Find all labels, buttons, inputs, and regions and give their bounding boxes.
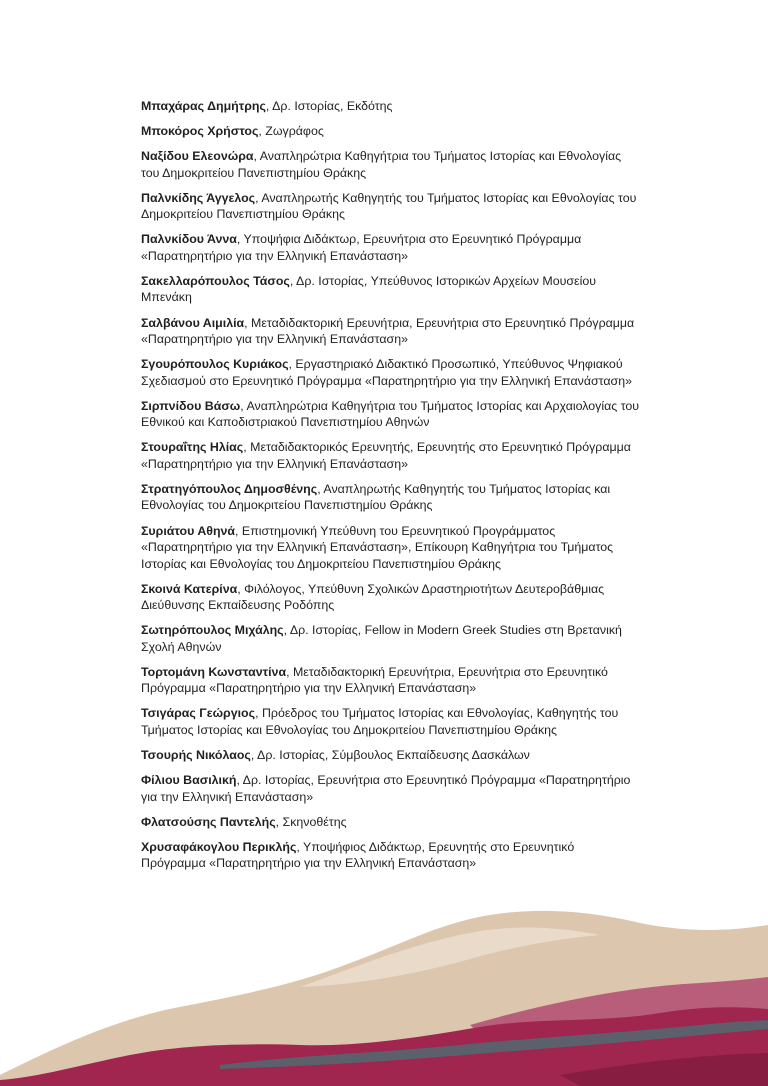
contributor-entry	[141, 747, 641, 764]
contributor-name: Φίλιου Βασιλική	[141, 773, 237, 788]
decorative-hills-illustration	[0, 905, 768, 1086]
contributor-entry	[141, 664, 641, 697]
contributor-name: Φλατσούσης Παντελής	[141, 814, 276, 829]
contributor-role: , Αναπληρωτής Καθηγητής του Τμήματος Ιστορίας και Εθνολογίας του Δημοκριτείου Πανεπιστημίου Θράκης	[141, 190, 637, 222]
contributor-role: , Εργαστηριακό Διδακτικό Προσωπικό, Υπεύθυνος Ψηφιακού Σχεδιασμού στο Ερευνητικό Πρόγραμμα «Παρατηρητήριο για την Ελληνική Επανάσταση»	[141, 357, 632, 388]
contributor-entry	[141, 315, 641, 348]
contributor-name: Συριάτου Αθηνά	[141, 523, 236, 538]
contributor-entry	[141, 581, 641, 614]
contributor-role: , Ζωγράφος	[258, 124, 324, 139]
contributor-role: , Δρ. Ιστορίας, Υπεύθυνος Ιστορικών Αρχείων Μουσείου Μπενάκη	[141, 273, 597, 305]
contributor-role: , Αναπληρώτρια Καθηγήτρια του Τμήματος Ιστορίας και Αρχαιολογίας του Εθνικού και Καποδιστριακού Πανεπιστημίου Αθηνών	[141, 398, 640, 430]
contributor-entry	[141, 98, 641, 115]
contributor-name: Ναξίδου Ελεονώρα	[141, 149, 254, 164]
contributor-role: , Μεταδιδακτορική Ερευνήτρια, Ερευνήτρια στο Ερευνητικό Πρόγραμμα «Παρατηρητήριο για την Ελληνική Επανάσταση»	[141, 664, 608, 696]
contributor-name: Σαλβάνου Αιμιλία	[141, 315, 245, 330]
contributor-role: , Επιστημονική Υπεύθυνη του Ερευνητικού Προγράμματος «Παρατηρητήριο για την Ελληνική Επανάσταση», Επίκουρη Καθηγήτρια του Τμήματος Ιστορίας και Εθνολογίας του Δημοκριτείου Πανεπιστημίου Θράκης	[141, 523, 614, 571]
contributor-role: , Υποψήφια Διδάκτωρ, Ερευνήτρια στο Ερευνητικό Πρόγραμμα «Παρατηρητήριο για την Ελληνική Επανάσταση»	[141, 232, 582, 263]
contributor-entry	[141, 622, 641, 655]
contributor-entry	[141, 705, 641, 738]
contributor-name: Σκοινά Κατερίνα	[141, 581, 238, 596]
contributor-entry	[141, 523, 641, 573]
contributor-role: , Δρ. Ιστορίας, Σύμβουλος Εκπαίδευσης Δασκάλων	[250, 748, 530, 762]
contributor-entry	[141, 772, 641, 805]
contributor-name: Τορτομάνη Κωνσταντίνα	[141, 664, 287, 679]
contributor-role: , Πρόεδρος του Τμήματος Ιστορίας και Εθνολογίας, Καθηγητής του Τμήματος Ιστορίας και Εθνολογίας του Δημοκριτείου Πανεπιστημίου Θράκης	[141, 706, 619, 737]
contributor-role: , Αναπληρώτρια Καθηγήτρια του Τμήματος Ιστορίας και Εθνολογίας του Δημοκριτείου Πανεπιστημίου Θράκης	[141, 149, 622, 180]
contributor-role: , Μεταδιδακτορικός Ερευνητής, Ερευνητής στο Ερευνητικό Πρόγραμμα «Παρατηρητήριο για την Ελληνική Επανάσταση»	[141, 440, 631, 471]
contributor-role: , Δρ. Ιστορίας, Εκδότης	[265, 99, 393, 113]
contributor-name: Μπαχάρας Δημήτρης	[141, 99, 266, 113]
contributor-entry	[141, 148, 641, 181]
contributor-name: Μποκόρος Χρήστος	[141, 124, 259, 139]
contributor-role: , Αναπληρωτής Καθηγητής του Τμήματος Ιστορίας και Εθνολογίας του Δημοκριτείου Πανεπιστημίου Θράκης	[141, 481, 611, 513]
contributor-entry	[141, 273, 641, 306]
contributor-entry	[141, 439, 641, 472]
contributor-entry	[141, 398, 641, 431]
contributor-entry	[141, 814, 641, 831]
contributor-entry	[141, 481, 641, 514]
contributor-entry	[141, 190, 641, 223]
contributor-name: Τσουρής Νικόλαος	[141, 748, 251, 762]
contributor-name: Σγουρόπουλος Κυριάκος	[141, 357, 289, 372]
contributor-entry	[141, 123, 641, 140]
contributor-role: , Υποψήφιος Διδάκτωρ, Ερευνητής στο Ερευνητικό Πρόγραμμα «Παρατηρητήριο για την Ελληνική Επανάσταση»	[141, 839, 575, 871]
contributor-name: Σακελλαρόπουλος Τάσος	[141, 273, 290, 288]
contributor-role: , Δρ. Ιστορίας, Ερευνήτρια στο Ερευνητικό Πρόγραμμα «Παρατηρητήριο για την Ελληνική Επανάσταση»	[141, 773, 631, 804]
contributor-name: Στουραΐτης Ηλίας	[141, 440, 244, 455]
contributor-role: , Μεταδιδακτορική Ερευνήτρια, Ερευνήτρια στο Ερευνητικό Πρόγραμμα «Παρατηρητήριο για την Ελληνική Επανάσταση»	[141, 315, 635, 347]
contributor-role: , Σκηνοθέτης	[275, 814, 347, 829]
contributor-entry	[141, 231, 641, 264]
contributor-name: Σιρπνίδου Βάσω	[141, 398, 241, 413]
contributor-name: Σωτηρόπουλος Μιχάλης	[141, 623, 284, 638]
contributor-name: Στρατηγόπουλος Δημοσθένης	[141, 481, 318, 496]
contributor-name: Τσιγάρας Γεώργιος	[141, 706, 256, 721]
contributor-role: , Δρ. Ιστορίας, Fellow in Modern Greek Studies στη Βρετανική Σχολή Αθηνών	[141, 623, 622, 654]
contributor-entry	[141, 839, 641, 872]
contributor-name: Παλνκίδης Άγγελος	[141, 190, 256, 205]
contributor-role: , Φιλόλογος, Υπεύθυνη Σχολικών Δραστηριοτήτων Δευτεροβάθμιας Διεύθυνσης Εκπαίδευσης Ροδόπης	[141, 581, 605, 613]
contributor-name: Παλνκίδου Άννα	[141, 232, 237, 247]
contributors-list	[141, 98, 641, 880]
contributor-name: Χρυσαφάκογλου Περικλής	[141, 839, 297, 854]
contributor-entry	[141, 356, 641, 389]
